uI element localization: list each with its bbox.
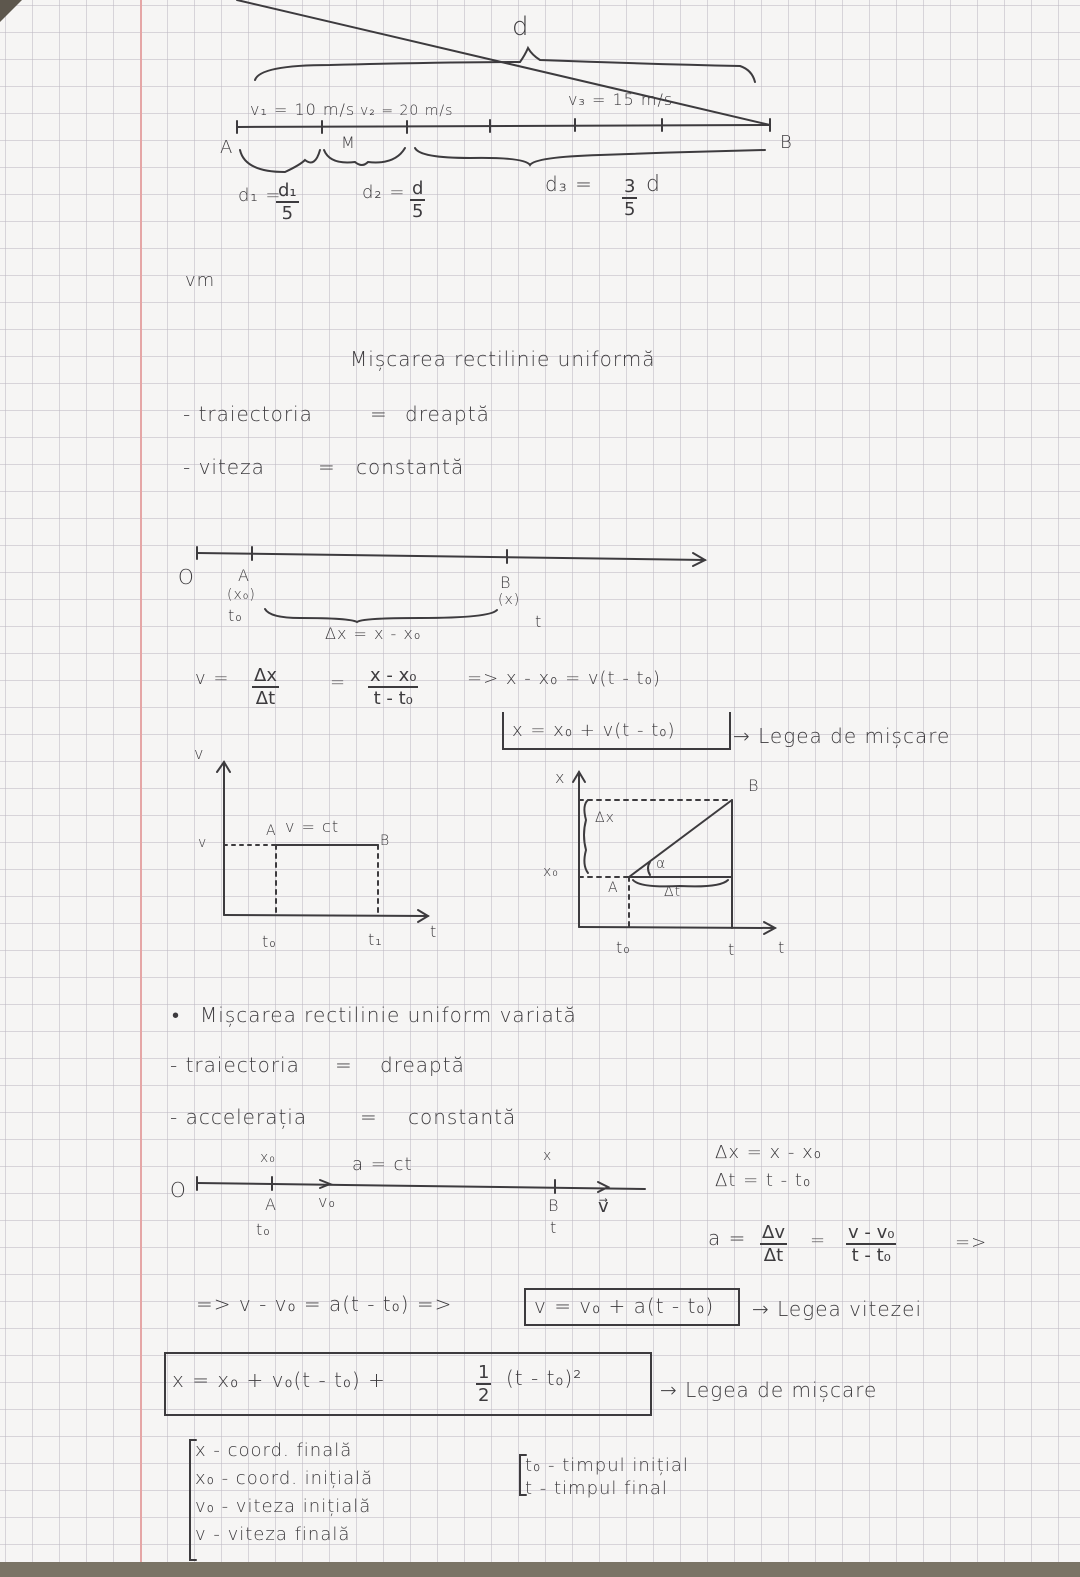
v2-label: v₂ = 20 m/s <box>360 103 454 119</box>
fraction-numerator: Δv <box>762 1222 785 1243</box>
point-a-label: A <box>238 566 250 585</box>
v-tick-label: v <box>198 835 208 851</box>
section2-item-eq: = <box>360 1105 378 1129</box>
fraction-denominator: t - t₀ <box>373 688 413 709</box>
point-a-label: A <box>266 823 277 839</box>
section2-item-eq: = <box>335 1053 353 1077</box>
point-b-label: B <box>780 132 793 153</box>
a-coord-label: (x₀) <box>227 587 256 603</box>
d1-fraction <box>276 180 299 224</box>
fraction-numerator: x - x₀ <box>370 665 417 686</box>
implication: => x - x₀ = v(t - t₀) <box>467 668 661 689</box>
section1-item-value: constantă <box>356 455 465 479</box>
legend-left-item: v - viteza finală <box>195 1524 351 1545</box>
point-a-label: A <box>608 880 619 896</box>
delta-t-def: Δt = t - t₀ <box>715 1170 812 1191</box>
b-time-label: t <box>535 612 543 631</box>
velocity-law-formula: v = v₀ + a(t - t₀) <box>534 1294 715 1318</box>
origin-label: O <box>178 565 195 589</box>
x-axis-label: x <box>555 768 566 787</box>
boxed-velocity-law <box>524 1288 740 1326</box>
d2-denominator: 5 <box>411 201 424 222</box>
d3-lhs: d₃ = <box>545 172 593 196</box>
legend-left-item: v₀ - viteza inițială <box>195 1496 372 1517</box>
fraction-numerator: 1 <box>478 1362 490 1383</box>
legend-left-item: x₀ - coord. inițială <box>195 1468 374 1489</box>
t-axis-label: t <box>430 922 438 941</box>
point-a-label: A <box>220 137 234 158</box>
alpha-label: α <box>656 856 667 872</box>
d2-numerator: d <box>412 178 424 199</box>
legend-left-item: x - coord. finală <box>195 1440 353 1461</box>
t1-label: t₁ <box>368 930 383 949</box>
delta-t-label: Δt <box>664 884 682 900</box>
section2-title: Mișcarea rectilinie uniform variată <box>200 1003 577 1027</box>
v1-label: v₁ = 10 m/s <box>250 100 356 119</box>
half-fraction <box>476 1362 491 1406</box>
fraction-denominator: Δt <box>763 1245 784 1266</box>
velocity-law-label: → Legea vitezei <box>752 1297 923 1321</box>
equals-sign: = <box>810 1230 827 1251</box>
motion-law-label: → Legea de mișcare <box>660 1378 878 1402</box>
v3-label: v₃ = 15 m/s <box>568 90 674 109</box>
motion-law-label: → Legea de mișcare <box>733 724 951 748</box>
d3-tail: d <box>646 172 661 197</box>
motion-law-part1: x = x₀ + v₀(t - t₀) + <box>172 1368 386 1392</box>
point-m-label: M <box>341 133 356 152</box>
t0-label: t₀ <box>256 1220 271 1239</box>
d3-fraction <box>622 176 637 220</box>
t-tick-label: t <box>728 940 736 959</box>
delta-x-label: Δx = x - x₀ <box>325 624 422 643</box>
section1-title: Mișcarea rectilinie uniformă <box>350 347 656 371</box>
fraction-numerator: v - v₀ <box>848 1222 895 1243</box>
section1-item-eq: = <box>370 402 388 426</box>
fraction-denominator: t - t₀ <box>851 1245 891 1266</box>
accel-lhs: a = <box>708 1226 747 1250</box>
x0-label: x₀ <box>260 1150 276 1166</box>
d1-lhs: d₁ = <box>238 185 282 206</box>
vm-label: vm <box>185 270 216 291</box>
velocity-vector-label: v⃗ <box>598 1196 610 1217</box>
bullet: • <box>172 1003 181 1027</box>
t-label: t <box>550 1218 558 1237</box>
accel-fraction-1 <box>760 1222 787 1266</box>
section2-item-label: - accelerația <box>170 1105 308 1129</box>
t0-label: t₀ <box>262 932 277 951</box>
accel-label: a = ct <box>352 1154 413 1175</box>
point-b-label: B <box>500 573 512 592</box>
velocity-derivation: => v - v₀ = a(t - t₀) => <box>196 1292 453 1316</box>
section2-item-label: - traiectoria <box>170 1053 300 1077</box>
total-distance-label: d <box>512 12 530 42</box>
velocity-lhs: v = <box>195 668 230 689</box>
velocity-fraction-2 <box>368 665 418 709</box>
delta-x-label: Δx <box>595 810 615 826</box>
t0-label: t₀ <box>616 938 631 957</box>
section1-item-label: - viteza <box>183 455 265 479</box>
d3-numerator: 3 <box>624 176 636 197</box>
implication: => <box>955 1232 988 1253</box>
fraction-denominator: Δt <box>255 688 276 709</box>
point-a-label: A <box>265 1195 277 1214</box>
fraction-numerator: Δx <box>254 665 277 686</box>
point-b-label: B <box>748 776 760 795</box>
v-const-label: v = ct <box>285 817 340 836</box>
legend-right-item: t - timpul final <box>525 1478 668 1499</box>
d2-fraction <box>410 178 425 222</box>
section1-item-label: - traiectoria <box>183 402 313 426</box>
section1-item-value: dreaptă <box>405 402 490 426</box>
point-b-label: B <box>548 1196 560 1215</box>
d1-denominator: 5 <box>281 203 294 224</box>
section1-item-eq: = <box>318 455 336 479</box>
d2-lhs: d₂ = <box>362 182 406 203</box>
legend-right-item: t₀ - timpul inițial <box>525 1455 689 1476</box>
motion-law-formula: x = x₀ + v(t - t₀) <box>512 720 676 741</box>
d1-numerator: d₁ <box>278 180 297 201</box>
b-coord-label: (x) <box>498 592 521 608</box>
velocity-fraction-1 <box>252 665 279 709</box>
x0-label: x₀ <box>543 864 559 880</box>
d3-denominator: 5 <box>624 199 636 220</box>
equals-sign: = <box>330 672 347 693</box>
section2-item-value: dreaptă <box>380 1053 465 1077</box>
v-axis-label: v <box>194 744 205 763</box>
motion-law-part2: (t - t₀)² <box>506 1366 583 1390</box>
point-b-label: B <box>380 833 391 849</box>
x-label: x <box>543 1148 553 1164</box>
boxed-motion-law <box>502 712 731 750</box>
v0-label: v₀ <box>318 1192 336 1211</box>
boxed-motion-law-2 <box>164 1352 652 1416</box>
t-axis-label: t <box>778 938 786 957</box>
origin-label: O <box>170 1178 187 1202</box>
fraction-denominator: 2 <box>478 1385 490 1406</box>
accel-fraction-2 <box>846 1222 896 1266</box>
section2-item-value: constantă <box>408 1105 517 1129</box>
delta-x-def: Δx = x - x₀ <box>715 1142 822 1163</box>
a-time-label: t₀ <box>228 606 243 625</box>
